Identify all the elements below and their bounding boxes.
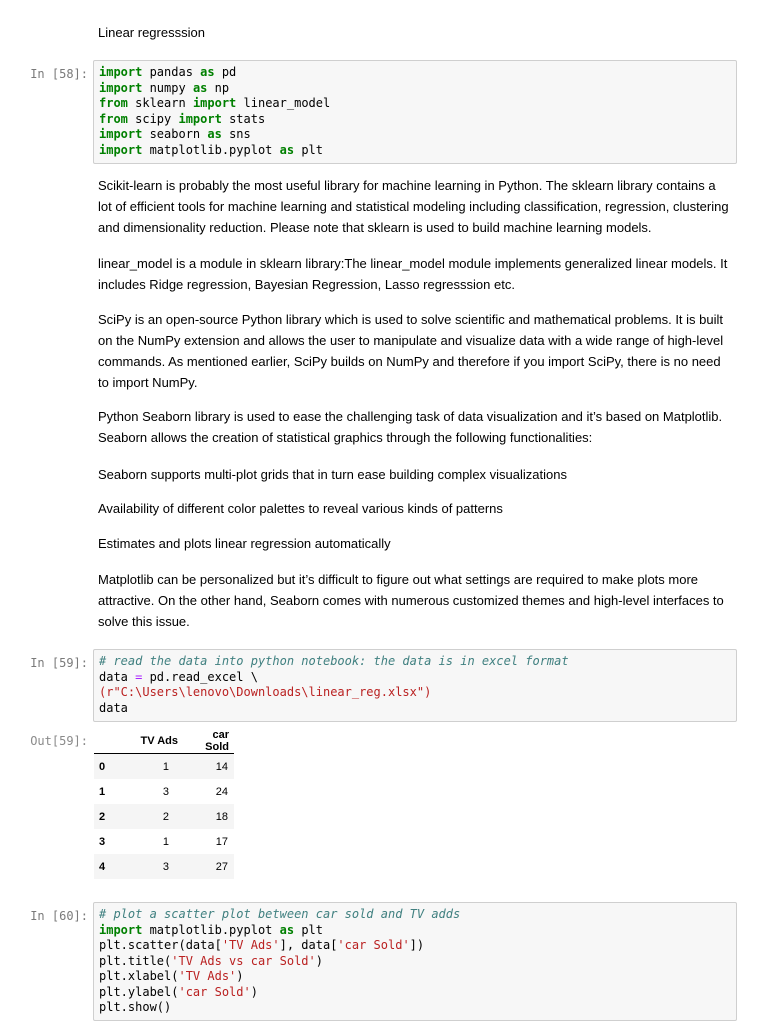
code-line	[99, 969, 736, 985]
markdown-paragraph-2	[98, 253, 730, 295]
input-prompt-58: In [58]:	[30, 67, 88, 81]
index-header	[94, 728, 124, 754]
code-line	[99, 701, 736, 717]
table-row	[94, 779, 234, 804]
code-token: 'car Sold'	[178, 984, 251, 999]
table-header-row	[94, 728, 234, 754]
code-line	[99, 923, 736, 939]
notebook-heading: Linear regresssion	[98, 25, 205, 40]
code-line	[99, 654, 736, 670]
code-token: pd.read_excel \	[142, 669, 258, 684]
code-token: plt.xlabel(	[99, 969, 179, 983]
markdown-paragraph-1	[98, 175, 730, 238]
code-token: import	[99, 80, 143, 95]
table-row	[94, 829, 234, 854]
row-index: 1	[99, 785, 106, 798]
code-token: )	[250, 984, 258, 999]
code-token: 'car Sold'	[337, 938, 410, 952]
paragraph-text: Python Seaborn library is used to ease the challenging task of data visualization and it’s based on Matplotlib. Seaborn allows the creation of statistical graphics through the following functionalities:	[98, 409, 723, 445]
code-token: plt.show()	[99, 1000, 172, 1014]
code-token: plt.ylabel(	[99, 984, 179, 999]
paragraph-text: Estimates and plots linear regression automatically	[98, 536, 391, 551]
input-prompt-59: In [59]:	[30, 656, 88, 670]
code-token: (r"C:\Users\lenovo\Downloads\linear_reg.xlsx")	[99, 685, 432, 699]
code-token: )	[236, 969, 244, 983]
paragraph-text: Scikit-learn is probably the most useful library for machine learning in Python. The sklearn library contains a lot of efficient tools for machine learning and statistical modeling including classification, regression, clustering and dimensionality reduction. Please note that sklearn is used to build machine learning models.	[98, 178, 729, 235]
table-row	[94, 854, 234, 879]
paragraph-text: linear_model is a module in sklearn library:The linear_model module implements generalized linear models. It includes Ridge regression, Bayesian Regression, Lasso regresssion etc.	[98, 256, 728, 292]
code-line	[99, 96, 736, 112]
output-prompt-59: Out[59]:	[30, 734, 88, 748]
markdown-paragraph-6	[98, 498, 730, 519]
code-cell-58[interactable]	[93, 60, 737, 164]
code-token: numpy	[142, 80, 193, 95]
column-header: TV Ads	[124, 728, 183, 754]
code-line	[99, 1000, 736, 1016]
code-token: matplotlib.pyplot	[142, 142, 280, 157]
paragraph-text: Matplotlib can be personalized but it’s difficult to figure out what settings are required to make plots more attractive. On the other hand, Seaborn comes with numerous customized themes and high-level interfaces to solve this issue.	[98, 572, 724, 629]
row-index: 2	[99, 810, 106, 823]
code-token: )	[315, 953, 323, 968]
column-header: car Sold	[183, 728, 234, 754]
paragraph-text: SciPy is an open-source Python library which is used to solve scientific and mathematical problems. It is built on the NumPy extension and allows the user to manipulate and visualize data with a wide range of high-level commands. As mentioned earlier, SciPy builds on NumPy and therefore if you import SciPy, there is no need to import NumPy.	[98, 312, 724, 390]
code-line	[99, 938, 736, 954]
paragraph-text: Seaborn supports multi-plot grids that in turn ease building complex visualizations	[98, 467, 567, 482]
code-token: matplotlib.pyplot	[142, 922, 280, 937]
markdown-paragraph-4	[98, 406, 730, 448]
code-token: as	[207, 127, 222, 141]
table-cell: 27	[215, 860, 228, 873]
code-token: ])	[409, 938, 425, 952]
table-cell: 2	[162, 810, 169, 823]
code-line	[99, 985, 736, 1001]
code-token: linear_model	[236, 96, 331, 110]
code-token: np	[207, 80, 230, 95]
row-index: 4	[99, 860, 106, 873]
code-line	[99, 127, 736, 143]
code-line	[99, 81, 736, 97]
code-cell-60[interactable]	[93, 902, 737, 1021]
input-prompt-60: In [60]:	[30, 909, 88, 923]
code-line	[99, 112, 736, 128]
code-token: import	[99, 142, 143, 157]
code-token: import	[99, 65, 143, 79]
code-token: from	[99, 96, 128, 110]
code-token: seaborn	[142, 127, 208, 141]
code-line	[99, 685, 736, 701]
code-token: scipy	[127, 111, 179, 126]
code-token: plt	[294, 142, 323, 157]
code-token: plt.title(	[99, 953, 172, 968]
code-token: 'TV Ads vs car Sold'	[171, 953, 316, 968]
paragraph-text: Availability of different color palettes to reveal various kinds of patterns	[98, 501, 503, 516]
code-token: sns	[221, 127, 251, 141]
table-cell: 18	[215, 810, 228, 823]
code-token: stats	[221, 111, 266, 126]
code-token: # read the data into python notebook: the data is in excel format	[99, 654, 569, 668]
code-token: as	[279, 922, 295, 937]
table-row	[94, 804, 234, 829]
row-index: 0	[99, 760, 106, 773]
table-cell: 1	[162, 760, 169, 773]
code-token: =	[135, 669, 143, 684]
table-cell: 1	[162, 835, 169, 848]
code-token: from	[99, 111, 128, 126]
code-token: 'TV Ads'	[178, 969, 237, 983]
table-cell: 14	[215, 760, 228, 773]
table-row	[94, 754, 234, 780]
code-token: as	[279, 142, 295, 157]
table-cell: 24	[215, 785, 228, 798]
code-token: import	[99, 922, 143, 937]
code-token: # plot a scatter plot between car sold and TV adds	[99, 907, 461, 921]
code-token: plt	[294, 922, 323, 937]
table-cell: 17	[215, 835, 228, 848]
code-cell-59[interactable]	[93, 649, 737, 722]
code-line	[99, 954, 736, 970]
code-token: 'TV Ads'	[221, 938, 280, 952]
code-token: import	[192, 96, 237, 110]
code-token: pandas	[142, 65, 201, 79]
table-cell: 3	[162, 860, 169, 873]
code-line	[99, 907, 736, 923]
code-line	[99, 65, 736, 81]
dataframe-table	[94, 728, 234, 879]
code-token: as	[192, 80, 208, 95]
code-token: import	[178, 111, 222, 126]
markdown-paragraph-8	[98, 569, 730, 632]
markdown-title	[98, 22, 730, 43]
code-token: data	[99, 700, 128, 715]
markdown-paragraph-7	[98, 533, 730, 554]
code-token: pd	[214, 65, 237, 79]
code-token: plt.scatter(data[	[99, 938, 222, 952]
code-token: ], data[	[279, 938, 338, 952]
code-line	[99, 670, 736, 686]
row-index: 3	[99, 835, 106, 848]
code-token: data	[99, 669, 136, 684]
code-token: sklearn	[127, 96, 193, 110]
markdown-paragraph-5	[98, 464, 730, 485]
table-cell: 3	[162, 785, 169, 798]
markdown-paragraph-3	[98, 309, 730, 393]
code-line	[99, 143, 736, 159]
code-token: import	[99, 127, 143, 141]
code-token: as	[200, 65, 215, 79]
